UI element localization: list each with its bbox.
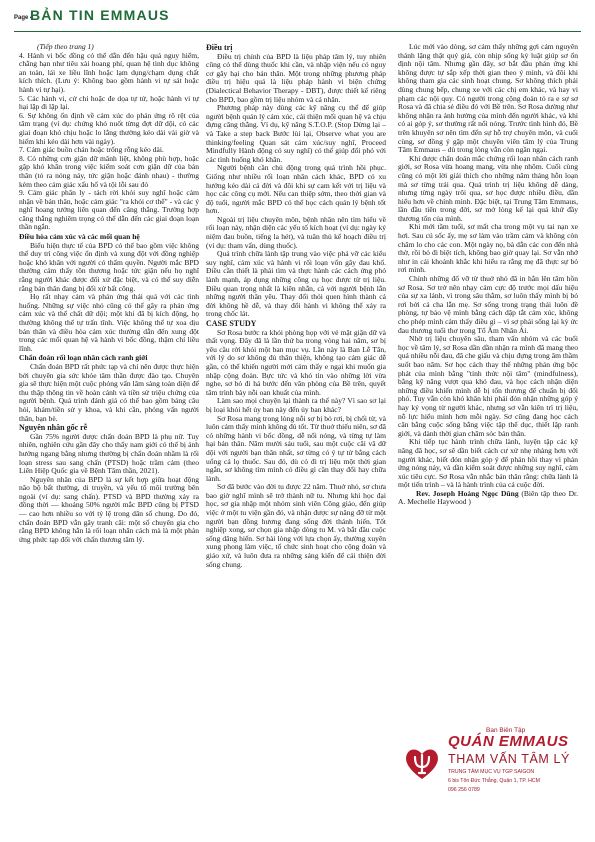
column-2 (206, 43, 386, 569)
paragraph: Sơ đã bước vào đời tu được 22 năm. Thuở nhỏ, sơ chưa bao giờ nghĩ mình sẽ trở thành nữ tu. Nhưng khi học đại học, sơ gia nhập một nhóm sinh viên Công giáo, đến giúp việc ở một tu viện gần đó, và nhận được sự nâng đỡ từ một người bạn đồng hương đang sống đời thánh hiến. Tốt nghiệp xong, sơ chọn gia nhập dòng tu M. và bắt đầu cuộc sống dâng hiến. Sơ hài lòng với lựa chọn ấy, thường xuyên xung phong làm việc, tổ chức sinh hoạt cho cộng đoàn và giáo xứ, và luôn đưa ra những sáng kiến để cải thiện đời sống chung. (206, 482, 386, 569)
psi-heart-icon (402, 742, 442, 782)
editorial-board-label: Ban Biên Tập (486, 727, 526, 734)
paragraph: 4. Hành vi bốc đồng có thể dẫn đến hậu quả nguy hiểm, chẳng hạn như tiêu xài hoang phí, quan hệ tình dục không an toàn, lái xe liều lĩnh hoặc lạm dụng/chạm dụng chất kích thích. (Lưu ý: Không bao gồm hành vi tự sát hoặc hành vi tự hại). (19, 50, 199, 94)
paragraph: Quá trình chữa lành tập trung vào việc phá vỡ các kiểu suy nghĩ, cảm xúc và hành vi rối loạn vốn gây đau khổ. Điều cần thiết là phải tìm và thực hành các cách ứng phó lành mạnh, áp dụng những công cụ học được từ trị liệu. Điều quan trọng nhất là kiên nhẫn, cả với người bệnh lẫn những người thân yêu. Thay đổi thói quen hình thành cả đời không hề dễ, và thay đổi hành vi không thể xảy ra trong chốc lát. (206, 249, 386, 319)
author-name: Rev. Joseph Hoàng Ngọc Dũng (416, 488, 519, 498)
paragraph: Điều trị chính của BPD là liệu pháp tâm lý, tuy nhiên cũng có thể dùng thuốc khi cần, và nhập viện nếu có nguy cơ gây hại cho bản thân. Một trong những phương pháp điều trị hiệu quả là liệu pháp hành vi biện chứng (Dialectical Behavior Therapy - DBT), được thiết kế riêng cho BPD, bao gồm trị liệu nhóm và cá nhân. (206, 51, 386, 104)
section-heading: Nguyên nhân gốc rễ (19, 423, 88, 433)
page-number: Page 4 (14, 15, 34, 21)
paragraph: Sơ Rosa bước ra khỏi phòng họp với vẻ mặt giận dữ và thất vọng. Đây đã là lần thứ ba trong vòng hai năm, sơ bị yêu cầu rời khỏi một ban mục vụ. Lần này là Ban Lễ Tân, với lý do sơ không đủ thân thiện, không tạo cảm giác dễ gần, có thể khiến người mới cảm thấy e ngại khi muốn gia nhập cộng đoàn. Bực tức và khó tin vào những lời vừa nghe, sơ bỏ đi hả bước đến văn phòng của Bề trên, quyết tâm trình bày nỗi oan khuất của mình. (206, 327, 386, 397)
center-logo (400, 715, 578, 835)
paragraph: 8. Có những cơn giận dữ mãnh liệt, không phù hợp, hoặc gặp khó khăn trong việc kiểm soát cơn giận dữ của bản thân (tỏ ra nóng nảy, tức giận hoặc đánh nhau) - thường kèm theo cảm giác xấu hổ và tội lỗi sau đó (19, 153, 199, 189)
paragraph: Khi mới tầm tuổi, sơ mất cha trong một vụ tai nạn xe hơi. Sau cú sốc ấy, mẹ sơ làm vào trầm cảm và không còn chăm lo cho các con. Một ngày nọ, bà dẫn các con đến nhà thờ, rồi bỏ đi biệt tích, không bao giờ quay lại. Sơ vẫn nhớ như in cái khoảnh khắc khi hiểu ra rằng mẹ đã thực sự bỏ rơi mình. (398, 222, 578, 275)
paragraph: Làm sao mọi chuyện lại thành ra thế này? Vì sao sơ lại bị loại khỏi hết ủy ban này đến ủy ban khác? (206, 396, 386, 414)
paragraph: Chính những đổ vỡ từ thuở nhỏ đã in hằn lên tâm hồn sơ Rosa. Sơ trở nên nhạy cảm cực độ trước mọi dấu hiệu của sự xa lánh, vì trong sâu thẳm, sơ luôn thấy mình bị bỏ rơi bởi cả cha lẫn mẹ. Sơ sống trong trạng thái luôn đề phòng, tự bảo vệ mình bằng cách dập tắt cảm xúc, không cho phép mình cảm thấy điều gì – vì sợ phải sống lại kỳ ức đau thương tuổi thơ trong Tổ Ấm Nhân Ái. (398, 274, 578, 335)
section-heading: CASE STUDY (206, 319, 257, 328)
section-heading: Điều trị (206, 43, 233, 52)
author-note: (Biên tập theo Dr. A. Mechelle Haywood ) (398, 488, 578, 507)
center-address: 6 bis Tôn Đức Thắng, Quận 1, TP. HCM (448, 778, 540, 784)
author-signature (398, 490, 578, 507)
paragraph: Chẩn đoán BPD rất phức tạp và chỉ nên được thực hiện bởi chuyên gia sức khỏe tâm thần được đào tạo. Chuyên gia sẽ thực hiện một cuộc phỏng vấn lâm sàng toàn diện để thu thập thông tin về hoàn cảnh và tiền sử triệu chứng của người bệnh. Quá trình đánh giá có thể bao gồm bảng câu hỏi, khám/tiền sử y khoa, và khi cần, phỏng vấn người thân, bạn bè. (19, 361, 199, 423)
paragraph: 6. Sự không ổn định về cảm xúc do phản ứng rõ rệt của tâm trạng (ví dụ: chứng khó nuốt từng đợt dữ dội, có các giai đoạn khó chịu hoặc lo lắng thường kéo dài vài giờ và hiếm khi kéo dài hơn vài ngày). (19, 110, 199, 146)
masthead-title: BẢN TIN EMMAUS (30, 7, 170, 23)
section-heading: Điều hòa cảm xúc và các mối quan hệ (19, 232, 140, 242)
paragraph: Sơ Rosa mang trong lòng nỗi sợ bị bỏ rơi, bị chối từ, và luôn cảm thấy mình không đủ tốt. Từ thuở thiếu niên, sơ đã có những hành vi bốc đồng, dễ nổi nóng, và từng tự làm hại bản thân. Năm mười sáu tuổi, sau một cuộc cãi vã dữ dội với người bạn thân nhất, sơ từng có ý tự tử bằng cách uống cả lọ thuốc. Sau đó, dù có đi trị liệu một thời gian ngắn, sơ không tìm mình có điều gì cần thay đổi hay chữa lành. (206, 413, 386, 483)
paragraph: Nhờ trị liệu chuyên sâu, tham vấn nhóm và các buổi học về tâm lý, sơ Rosa dần dần nhận ra mình đã mang theo quá nhiều nỗi đau, đã che giấu và chịu đựng trong âm thầm suốt bao năm. Sơ học cách thay thế những phản ứng bộc phát của mình bằng "tỉnh thức nội tâm" (mindfulness), bằng kỹ năng vượt qua khó đau, và học cách nhận diện những điều khiến mình dễ bị tổn thương để chuẩn bị đối phó. Tuy vẫn còn khó khăn khi phải đón nhận những góp ý hay kỷ vọng từ người khác, nhưng sơ vẫn kiên trì trị liệu, nỗ lực hiểu mình hơn mỗi ngày. Sơ cũng đang học cách cân bằng cuộc sống bằng việc tập thể dục, thiết lập ranh giới, và dành thời gian chăm sóc bản thân. (398, 334, 578, 438)
paragraph: Lúc mới vào dòng, sơ cảm thấy những gợi cảm nguyên thánh lặng thật quý giá, còn nhịp sống kỷ luật giúp sơ ổn định nội tâm. Nhưng gần đây, sơ bắt đầu phản ứng khi không được tự sắp xếp thời gian theo ý mình, và đôi khi không tham gia các sinh hoạt chung. Sơ không thích phải dùng chung bếp, chung xe với các chị em khác, và hay vi phạm các nội quy. Có người trong cộng đoàn tỏ ra e sợ sơ Rosa và đã chia sẻ điều đó với Bề trên. Sơ Rosa dường như không nhận ra ảnh hưởng của mình đến người khác, và khi có ai góp ý, sơ thường rất nổi nóng. Trước tình hình đó, Bề trên khuyên sơ nên tìm đến sự hỗ trợ chuyên môn, và cuối cùng, sơ đồng ý gặp một chuyên viên tâm lý của Trung Tâm Emmaus – dù trong lòng vẫn còn ngần ngại. (398, 42, 578, 155)
paragraph: 5. Các hành vi, cử chỉ hoặc đe dọa tự tử, hoặc hành vi tự hại lặp đi lặp lại. (19, 93, 199, 112)
column-1 (19, 43, 199, 544)
logo-title: QUÁN EMMAUS (448, 733, 569, 750)
continued-note: (Tiếp theo trang 1) (37, 42, 94, 51)
paragraph: Gần 75% người được chẩn đoán BPD là phụ nữ. Tuy nhiên, nghiên cứu gần đây cho thấy nam giới có thể bị ảnh hưởng ngang bằng nhưng thường bị chẩn đoán nhầm là rối loạn stress sau sang chấn (PTSD) hoặc trầm cảm (theo Liên Hiệp Quốc gia về Bệnh Tâm thần, 2021). (19, 431, 199, 476)
paragraph: Ngoài trị liệu chuyên môn, bệnh nhân nên tìm hiểu về rối loạn này, nhận diện các yếu tố kích hoạt (ví dụ: ngày kỷ niệm đau buồn, tiếng la hét), và tuân thủ kế hoạch điều trị (ví dụ: tham vấn, dùng thuốc). (206, 214, 386, 250)
column-3 (398, 43, 578, 507)
paragraph: Người bệnh cần chủ động trong quá trình hồi phục. Giống như nhiều rối loạn nhân cách khác, BPD có xu hướng kéo dài cả đời và đôi khi sự cam kết với trị liệu và học các công cụ mới. Nếu can thiệp sớm, theo thời gian và độ tuổi, người mắc BPD có thể học cách quản lý bệnh tốt hơn. (206, 163, 386, 216)
paragraph: Khi tiếp tục hành trình chữa lành, luyện tập các kỹ năng đã học, sơ sẽ dần biết cách cư xử nhẹ nhàng hơn với người khác, biết đón nhận góp ý để phản hồi thay vì phản ứng nóng nảy, và dần kiểm soát được những suy nghĩ, cảm xúc tiêu cực. Sơ Rosa vẫn nhắc bản thân rằng: chữa lành là một tiến trình – và là hành trình của cả cuộc đời. (398, 437, 578, 490)
section-heading: Chẩn đoán rối loạn nhân cách ranh giới (19, 353, 148, 363)
logo-subtitle: THAM VẤN TÂM LÝ (448, 752, 570, 766)
paragraph: Họ rất nhạy cảm và phản ứng thái quá với các tình huống. Những sự việc nhỏ cũng có thể gây ra phản ứng cảm xúc và thể chất dữ dội; một khi đã bị kích động, họ thường không thể tự trấn tĩnh. Việc không thể tự xoa dịu bản thân và điều hòa cảm xúc thường dẫn đến xung đột trong các mối quan hệ và hành vi bốc đồng, thậm chí liều lĩnh. (19, 292, 199, 353)
paragraph: 9. Cảm giác phân ly - tách rời khỏi suy nghĩ hoặc cảm nhận về bản thân, hoặc cảm giác "ra khỏi cơ thể" - và các ý nghĩ hoang tưởng liên quan đến căng thẳng. Trường hợp căng thẳng nghiêm trọng có thể dẫn đến các giai đoạn loạn thần ngắn. (19, 188, 199, 232)
header-rule (14, 31, 581, 32)
paragraph: Phương pháp này dùng các kỹ năng cụ thể để giúp người bệnh quản lý cảm xúc, cải thiện mối quan hệ và chịu đựng căng thẳng. Ví dụ, kỹ năng S.T.O.P. (Stop Dừng lại – và Take a step back Bước lùi lại, Observe what you are thinking/feeling Quan sát cảm xúc/suy nghĩ, Proceed Mindfully Hành động có suy nghĩ) có thể giúp đối phó với các tình huống khó khăn. (206, 103, 386, 164)
paragraph: 7. Cảm giác buồn chán hoặc trống rỗng kéo dài. (19, 145, 164, 155)
paragraph: Khi được chẩn đoán mắc chứng rối loạn nhân cách ranh giới, sơ Rosa vừa hoang mang, vừa nhẹ nhõm. Cuối cùng cũng có một lời giải thích cho những năm tháng hỗn loạn mà sơ từng trải qua. Quá trình trị liệu không dễ dàng, nhưng từng ngày trôi qua, sơ học được nhiều điều, dần hiểu hơn về chính mình. Đặc biệt, tại Trung Tâm Emmaus, lần đầu tiên trong đời, sơ mở lòng kể lại quá khứ đầy thương tổn của mình. (398, 153, 578, 223)
center-name: TRUNG TÂM MỤC VỤ TGP SAIGON (448, 769, 535, 775)
page-header (14, 6, 581, 32)
paragraph: Nguyên nhân của BPD là sự kết hợp giữa hoạt động não bộ bất thường, di truyền, và yếu tố môi trường bên ngoài (ví dụ: sang chấn). PTSD và BPD thường xảy ra đồng thời — khoảng 50% người mắc BPD cũng bị PTSD — cao hơn nhiều so với tỷ lệ trong dân số chung. Do đó, chẩn đoán BPD vẫn gây tranh cãi: một số chuyên gia cho rằng BPD không hẳn là rối loạn nhân cách mà là một phản ứng phức tạp đối với chấn thương tâm lý. (19, 474, 199, 544)
paragraph: Biểu hiện thực tế của BPD có thể bao gồm việc không thể duy trì công việc ổn định và xung đột với đồng nghiệp hoặc khó khăn với người có thẩm quyền. Người mắc BPD thường cảm thấy tồn thương hoặc tức giận nếu họ nghĩ rằng người khác được đối xử đặc biệt, và có thể suy diễn rằng bản thân đang bị đối xử bất công. (19, 240, 199, 293)
center-phone: 096 256 0789 (448, 787, 480, 793)
